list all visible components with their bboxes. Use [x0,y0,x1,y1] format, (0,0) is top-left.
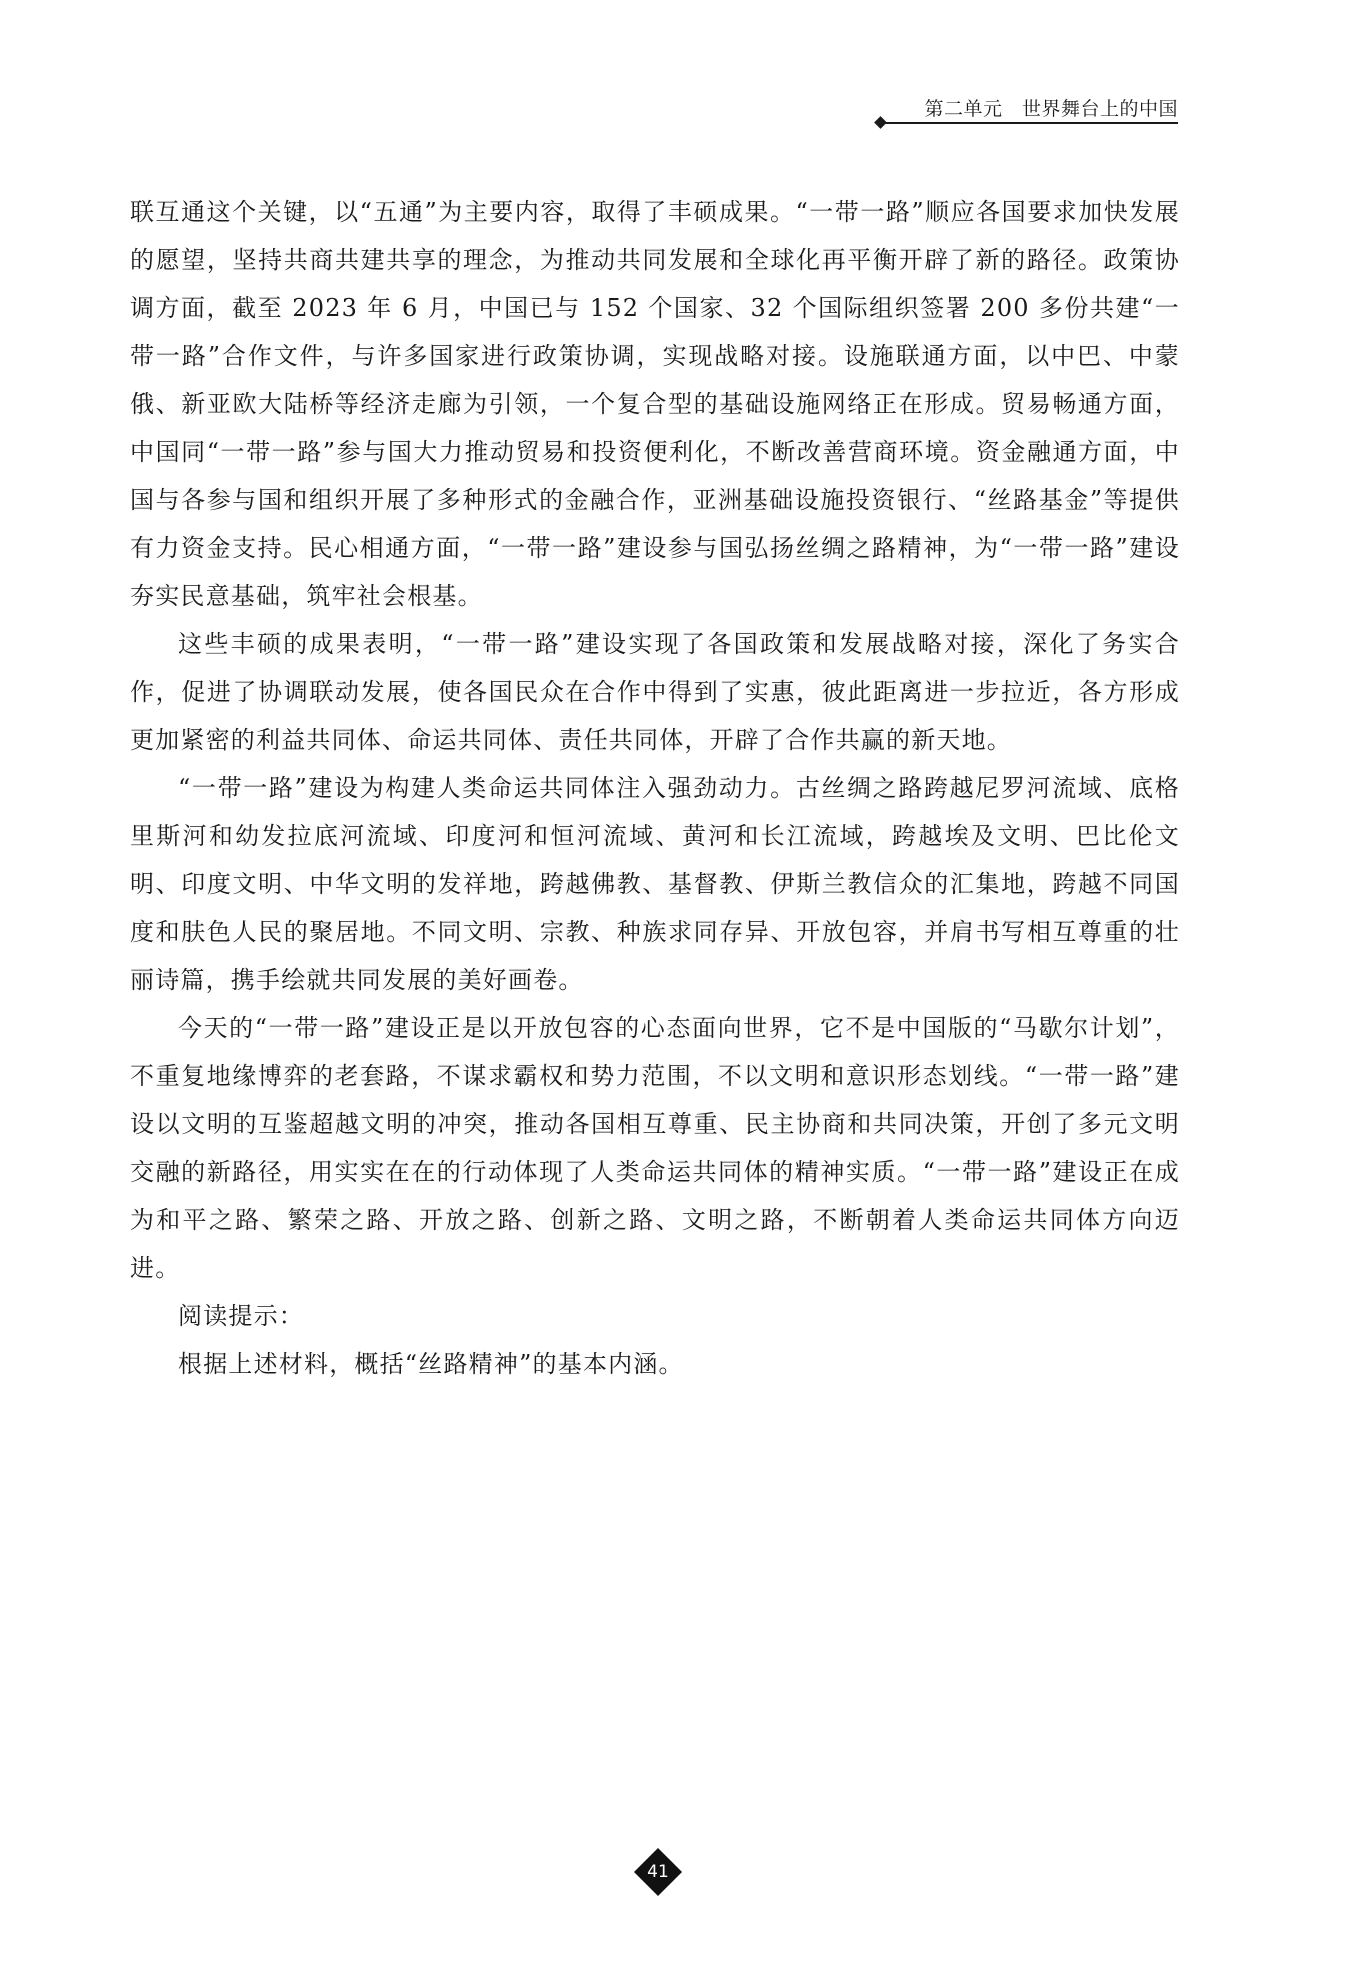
paragraph-continued: 联互通这个关键，以“五通”为主要内容，取得了丰硕成果。“一带一路”顺应各国要求加快发展的愿望，坚持共商共建共享的理念，为推动共同发展和全球化再平衡开辟了新的路径。政策协调方面，截至 2023 年 6 月，中国已与 152 个国家、32 个国际组织签署 200 多份共建“一带一路”合作文件，与许多国家进行政策协调，实现战略对接。设施联通方面，以中巴、中蒙俄、新亚欧大陆桥等经济走廊为引领，一个复合型的基础设施网络正在形成。贸易畅通方面，中国同“一带一路”参与国大力推动贸易和投资便利化，不断改善营商环境。资金融通方面，中国与各参与国和组织开展了多种形式的金融合作，亚洲基础设施投资银行、“丝路基金”等提供有力资金支持。民心相通方面，“一带一路”建设参与国弘扬丝绸之路精神，为“一带一路”建设夯实民意基础，筑牢社会根基。 [130,198,1180,610]
reading-prompt-label: 阅读提示： [178,1302,304,1330]
reading-prompt-question: 根据上述材料，概括“丝路精神”的基本内涵。 [178,1350,684,1378]
header-title: 第二单元 世界舞台上的中国 [924,98,1178,120]
page-number [634,1848,682,1896]
paragraph-community: “一带一路”建设为构建人类命运共同体注入强劲动力。古丝绸之路跨越尼罗河流域、底格里斯河和幼发拉底河流域、印度河和恒河流域、黄河和长江流域，跨越埃及文明、巴比伦文明、印度文明、中华文明的发祥地，跨越佛教、基督教、伊斯兰教信众的汇集地，跨越不同国度和肤色人民的聚居地。不同文明、宗教、种族求同存异、开放包容，并肩书写相互尊重的壮丽诗篇，携手绘就共同发展的美好画卷。 [130,774,1180,994]
header-rule [880,122,1178,124]
running-header [876,98,1178,128]
paragraph-today: 今天的“一带一路”建设正是以开放包容的心态面向世界，它不是中国版的“马歇尔计划”，不重复地缘博弈的老套路，不谋求霸权和势力范围，不以文明和意识形态划线。“一带一路”建设以文明的互鉴超越文明的冲突，推动各国相互尊重、民主协商和共同决策，开创了多元文明交融的新路径，用实实在在的行动体现了人类命运共同体的精神实质。“一带一路”建设正在成为和平之路、繁荣之路、开放之路、创新之路、文明之路，不断朝着人类命运共同体方向迈进。 [130,1014,1180,1282]
paragraph-results: 这些丰硕的成果表明，“一带一路”建设实现了各国政策和发展战略对接，深化了务实合作，促进了协调联动发展，使各国民众在合作中得到了实惠，彼此距离进一步拉近，各方形成更加紧密的利益共同体、命运共同体、责任共同体，开辟了合作共赢的新天地。 [130,630,1180,754]
page-number-label: 41 [647,1862,669,1882]
body-text [130,188,1180,1388]
